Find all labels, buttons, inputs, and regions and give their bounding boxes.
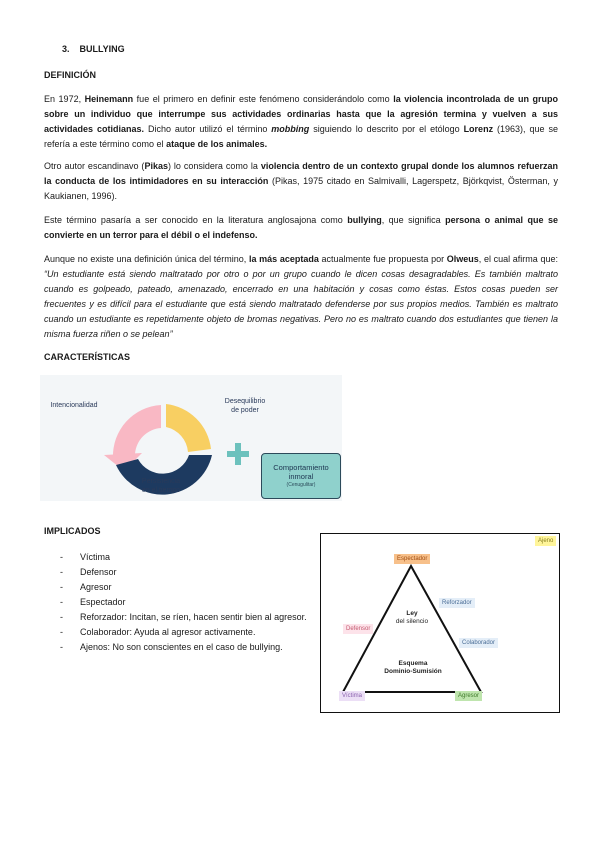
list-item: - Colaborador: Ayuda al agresor activamente.	[60, 627, 256, 637]
tag-espectador: Espectador	[394, 554, 430, 564]
tag-colaborador: Colaborador	[459, 638, 498, 648]
section-title: 3. BULLYING	[62, 44, 125, 54]
label-persistencia: Persistencia en el tiempo	[141, 478, 181, 494]
roles-triangle-diagram	[320, 533, 560, 713]
implicados-list	[60, 550, 312, 655]
plus-icon-horizontal	[227, 451, 249, 457]
tag-defensor: Defensor	[343, 624, 373, 634]
tag-victima: Víctima	[339, 691, 365, 701]
tag-reforzador: Reforzador	[439, 598, 475, 608]
list-item: - Espectador	[60, 597, 126, 607]
caracteristicas-heading: CARACTERÍSTICAS	[44, 352, 131, 362]
definicion-paragraph-2: Otro autor escandinavo (Pikas) lo considera como la violencia dentro de un contexto grupal donde los alumnos refuerzan la conducta de los intimidadores en su interacción (Pikas, 1975 citado en Salmivalli, Lagerspetz, Björkqvist, Österman, y Kaukianen, 1996).	[44, 161, 558, 201]
tag-agresor: Agresor	[455, 691, 482, 701]
definicion-heading: DEFINICIÓN	[44, 70, 97, 80]
label-intencionalidad: Intencionalidad	[50, 402, 98, 409]
definicion-paragraph-4: Aunque no existe una definición única del término, la más aceptada actualmente fue propuesta por Olweus, el cual afirma que: “Un estudiante está siendo maltratado por otro o por un grupo cuando le dicen cosas desagradables. Es también maltrato cuando es golpeado, pateado, amenazado, encerrado en una habitación y cosas como éstas. Estos cosas pueden ser frecuentes y es difícil para el estudiante que está siendo maltratado defenderse por sus propios medios. También es maltrato cuando un estudiante es repetidamente objeto de bromas negativas. Pero no es maltrato cuando dos estudiantes que tienen la misma fuerza riñen o se pelean”	[44, 254, 558, 339]
list-item: - Víctima	[60, 552, 111, 562]
tag-ajeno: Ajeno	[535, 536, 556, 546]
esquema-dominio-sumision: Esquema Dominio-Sumisión	[384, 660, 442, 675]
list-item: - Defensor	[60, 567, 117, 577]
definicion-paragraph-1: En 1972, Heinemann fue el primero en definir este fenómeno considerándolo como la violencia incontrolada de un grupo sobre un individuo que interrumpe sus actividades ordinarias hasta que la agresión termina y vuelven a sus actividades cotidianas. Dicho autor utilizó el término mobbing siguiendo lo descrito por el etólogo Lorenz (1963), que se refería a este término como el ataque de los animales.	[44, 94, 558, 149]
ley-del-silencio: Ley del silencio	[395, 610, 429, 625]
definicion-paragraph-3: Este término pasaría a ser conocido en la literatura anglosajona como bullying, que significa persona o animal que se convierte en un terror para el débil o el indefenso.	[44, 215, 558, 240]
list-item: - Agresor	[60, 582, 112, 592]
list-item: - Ajenos: No son conscientes en el caso de bullying.	[60, 642, 283, 652]
comportamiento-box: Comportamiento inmoral (Cenugulitar)	[261, 453, 341, 499]
list-item: - Reforzador: Incitan, se ríen, hacen sentir bien al agresor.	[60, 612, 307, 622]
caracteristicas-figure	[40, 375, 342, 501]
label-desequilibrio: Desequilibrio de poder	[224, 398, 266, 414]
cycle-segment-desequilibrio	[166, 404, 211, 452]
implicados-heading: IMPLICADOS	[44, 526, 101, 536]
cycle-segment-intencionalidad	[113, 405, 161, 458]
